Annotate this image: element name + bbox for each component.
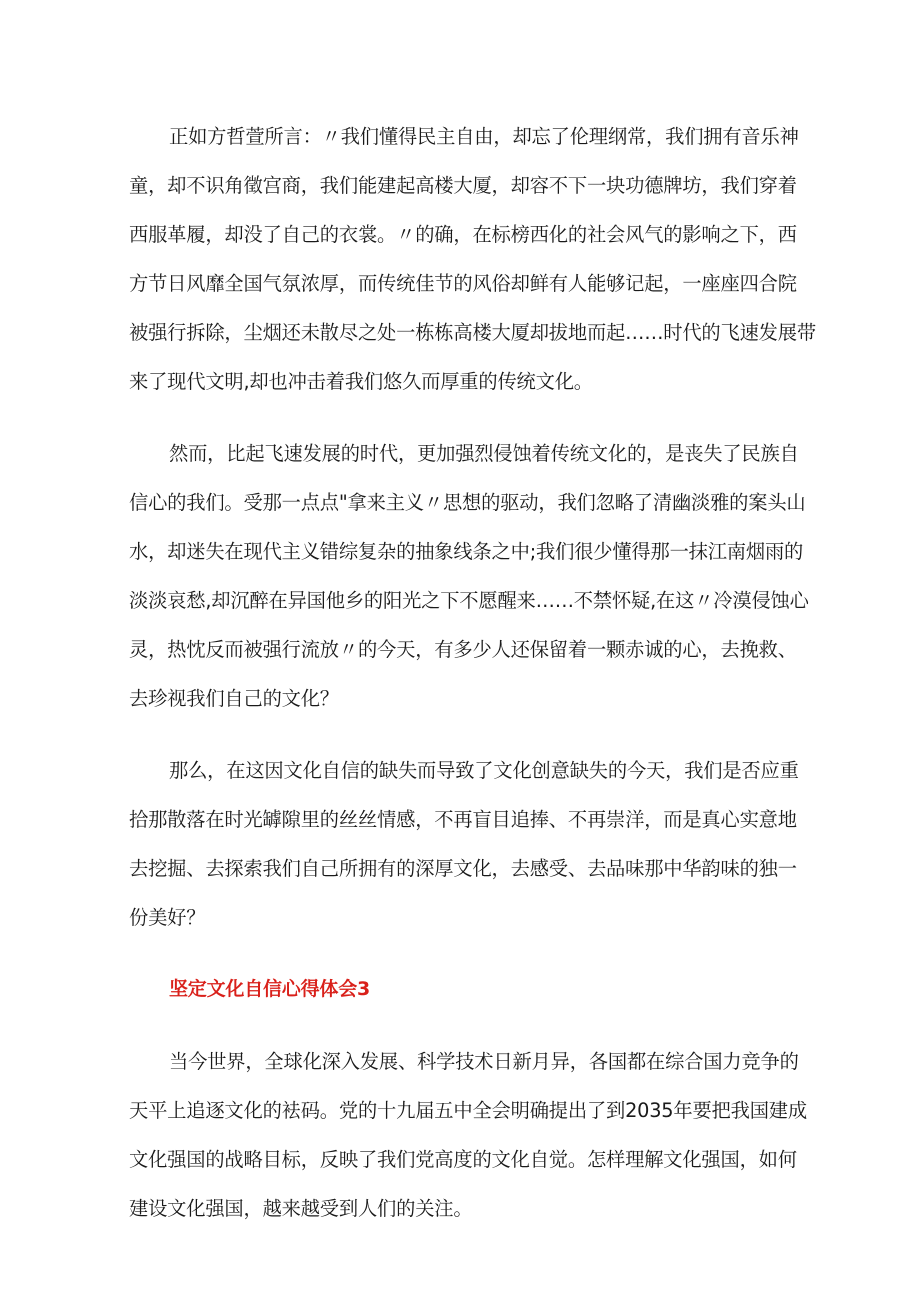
paragraph-line: 拾那散落在时光罅隙里的丝丝情感，不再盲目追捧、不再崇洋，而是真心实意地 <box>129 808 797 831</box>
paragraph-line: 去挖掘、去探索我们自己所拥有的深厚文化，去感受、去品味那中华韵味的独一 <box>129 857 797 880</box>
paragraph-line: 水，却迷失在现代主义错综复杂的抽象线条之中;我们很少懂得那一抹江南烟雨的 <box>129 540 804 563</box>
paragraph-line: 天平上追逐文化的袪码。党的十九届五中全会明确提出了到2035年要把我国建成 <box>129 1099 807 1122</box>
paragraph-line: 灵，热忱反而被强行流放〃的今天，有多少人还保留着一颗赤诚的心，去挽救、 <box>129 638 797 661</box>
paragraph-2 <box>129 429 809 723</box>
section-heading: 坚定文化自信心得体会3 <box>169 978 371 1000</box>
document-body <box>129 112 816 1256</box>
paragraph-3 <box>129 746 799 942</box>
paragraph-line: 被强行拆除，尘烟还未散尽之处一栋栋高楼大厦却拔地而起……时代的飞速发展带 <box>129 321 816 344</box>
paragraph-line: 去珍视我们自己的文化？ <box>129 687 339 710</box>
paragraph-line: 然而，比起飞速发展的时代，更加强烈侵蚀着传统文化的，是丧失了民族自 <box>169 442 799 465</box>
paragraph-line: 当今世界，全球化深入发展、科学技术日新月异，各国都在综合国力竞争的 <box>169 1050 799 1073</box>
paragraph-line: 文化强国的战略目标，反映了我们党高度的文化自觉。怎样理解文化强国，如何 <box>129 1148 797 1171</box>
paragraph-line: 正如方哲萱所言：〃我们懂得民主自由，却忘了伦理纲常，我们拥有音乐神 <box>169 125 799 148</box>
paragraph-4 <box>129 1037 807 1233</box>
paragraph-line: 那么，在这因文化自信的缺失而导致了文化创意缺失的今天，我们是否应重 <box>169 759 799 782</box>
paragraph-line: 份美好？ <box>129 906 206 929</box>
paragraph-line: 方节日风靡全国气氛浓厚，而传统佳节的风俗却鲜有人能够记起，一座座四合院 <box>129 272 797 295</box>
paragraph-line: 建设文化强国，越来越受到人们的关注。 <box>129 1197 473 1220</box>
paragraph-line: 童，却不识角徵宫商，我们能建起高楼大厦，却容不下一块功德牌坊，我们穿着 <box>129 174 797 197</box>
paragraph-1 <box>129 112 816 406</box>
paragraph-line: 西服革履，却没了自己的衣裳。〃的确，在标榜西化的社会风气的影响之下，西 <box>129 223 797 246</box>
paragraph-line: 淡淡哀愁,却沉醉在异国他乡的阳光之下不愿醒来……不禁怀疑,在这〃冷漠侵蚀心 <box>129 589 809 612</box>
paragraph-line: 信心的我们。受那一点点"拿来主义〃思想的驱动，我们忽略了清幽淡雅的案头山 <box>129 491 806 514</box>
paragraph-line: 来了现代文明,却也冲击着我们悠久而厚重的传统文化。 <box>129 370 593 393</box>
